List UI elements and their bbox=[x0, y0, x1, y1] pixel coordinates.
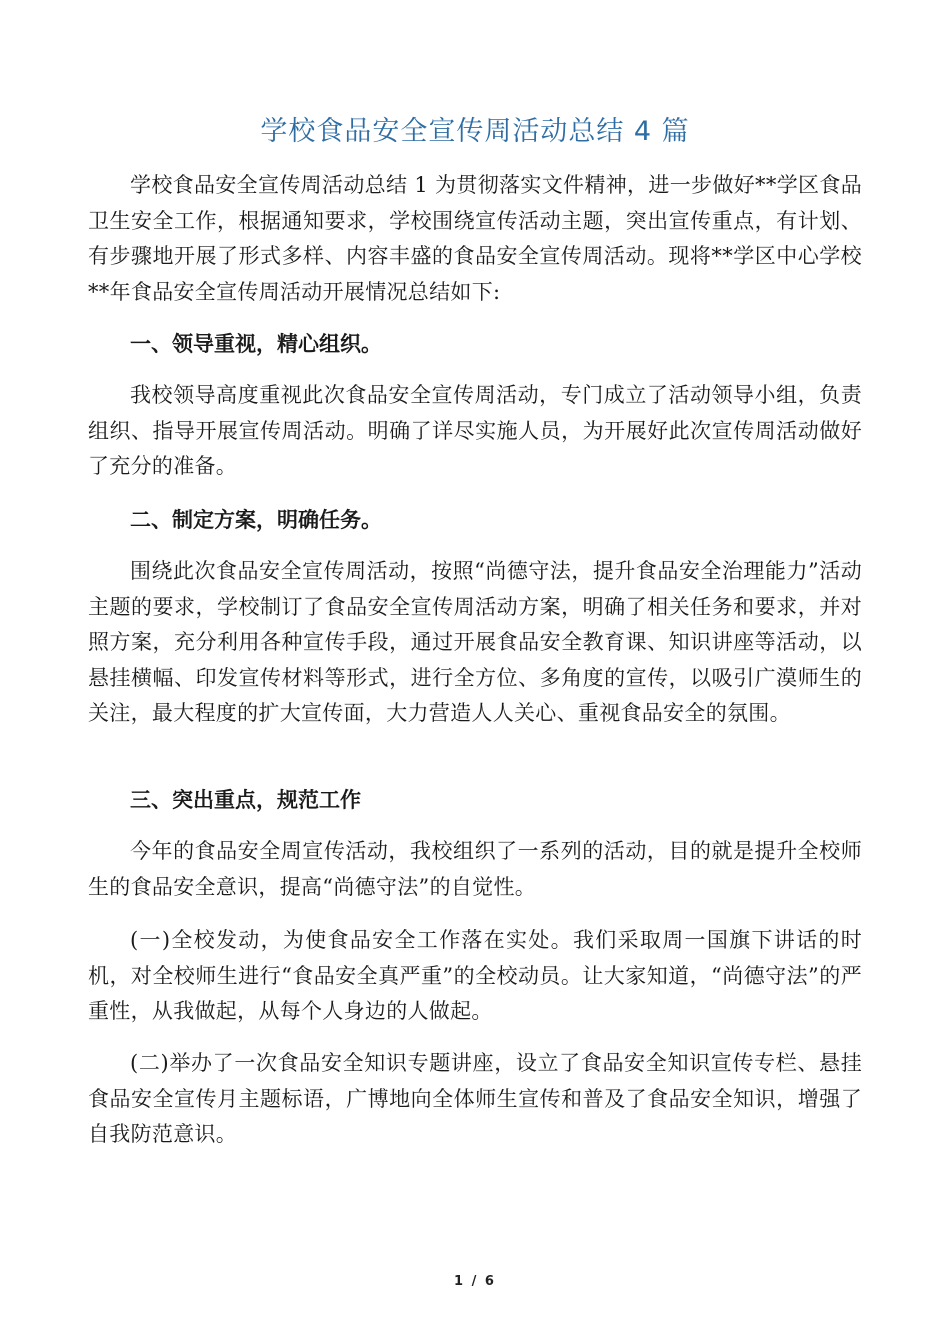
page-number: 1 / 6 bbox=[454, 1274, 496, 1289]
document-title: 学校食品安全宣传周活动总结 4 篇 bbox=[260, 116, 690, 147]
item-1-paragraph: (一)全校发动，为使食品安全工作落在实处。我们采取周一国旗下讲话的时机，对全校师生进行“食品安全真严重”的全校动员。让大家知道，“尚德守法”的严重性，从我做起，从每个人身边的人做起。 bbox=[88, 928, 862, 1023]
section-3-paragraph: 今年的食品安全周宣传活动，我校组织了一系列的活动，目的就是提升全校师生的食品安全意识，提高“尚德守法”的自觉性。 bbox=[88, 839, 862, 899]
section-1-paragraph: 我校领导高度重视此次食品安全宣传周活动，专门成立了活动领导小组，负责组织、指导开展宣传周活动。明确了详尽实施人员，为开展好此次宣传周活动做好了充分的准备。 bbox=[88, 383, 862, 478]
intro-paragraph: 学校食品安全宣传周活动总结 1 为贯彻落实文件精神，进一步做好**学区食品卫生安全工作，根据通知要求，学校围绕宣传活动主题，突出宣传重点，有计划、有步骤地开展了形式多样、内容丰盛的食品安全宣传周活动。现将**学区中心学校**年食品安全宣传周活动开展情况总结如下: bbox=[88, 173, 862, 304]
section-3-heading: 三、突出重点，规范工作 bbox=[130, 788, 361, 812]
section-2-heading: 二、制定方案，明确任务。 bbox=[130, 508, 382, 532]
section-2-paragraph: 围绕此次食品安全宣传周活动，按照“尚德守法，提升食品安全治理能力”活动主题的要求，学校制订了食品安全宣传周活动方案，明确了相关任务和要求，并对照方案，充分利用各种宣传手段，通过开展食品安全教育课、知识讲座等活动，以悬挂横幅、印发宣传材料等形式，进行全方位、多角度的宣传，以吸引广漠师生的关注，最大程度的扩大宣传面，大力营造人人关心、重视食品安全的氛围。 bbox=[88, 559, 862, 725]
section-1-heading: 一、领导重视，精心组织。 bbox=[130, 332, 382, 356]
item-2-paragraph: (二)举办了一次食品安全知识专题讲座，设立了食品安全知识宣传专栏、悬挂食品安全宣传月主题标语，广博地向全体师生宣传和普及了食品安全知识，增强了自我防范意识。 bbox=[88, 1051, 862, 1146]
